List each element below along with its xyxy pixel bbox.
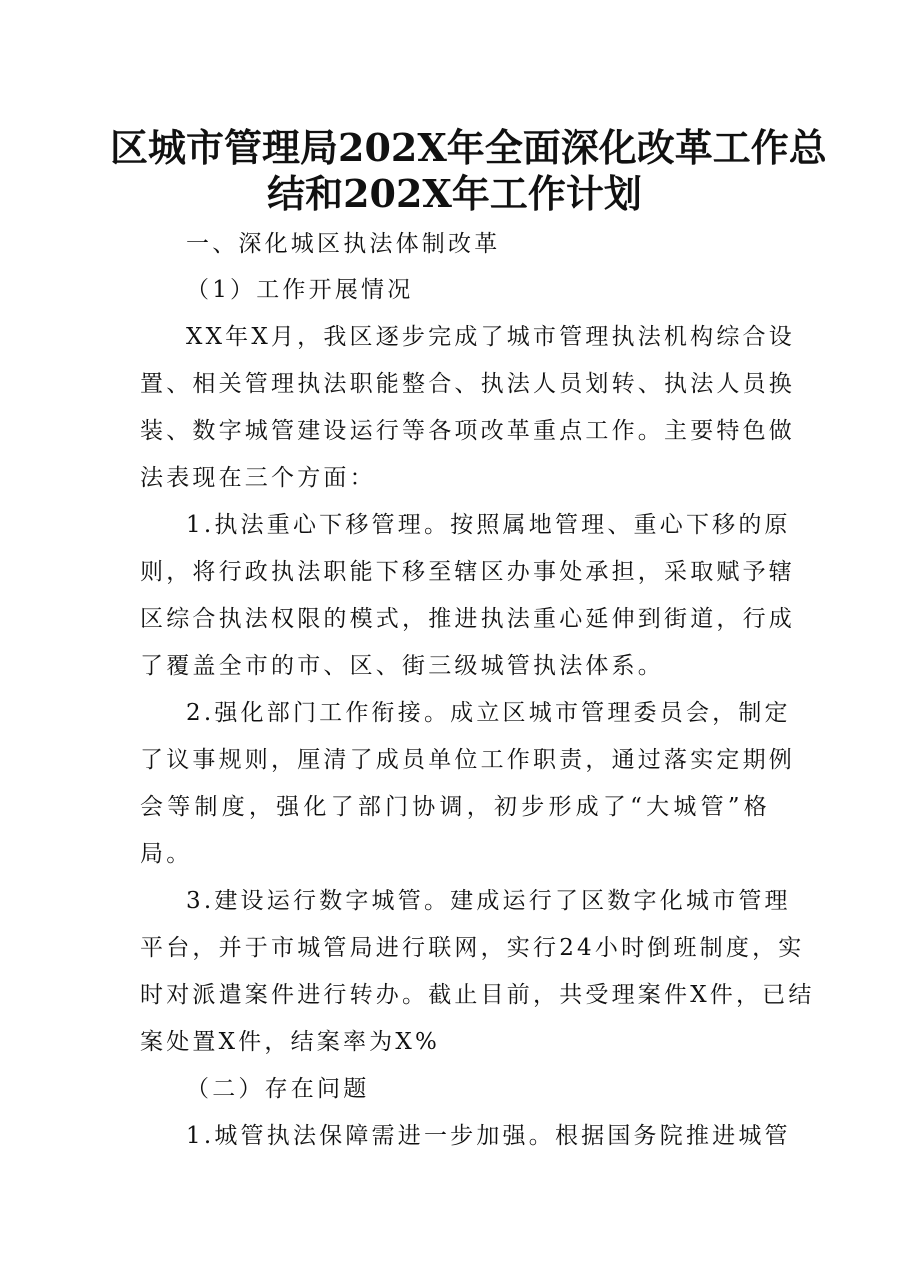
body-line: 平台，并于市城管局进行联网，实行24小时倒班制度，实 (140, 935, 805, 961)
body-line: 局。 (140, 841, 193, 867)
body-line: 了覆盖全市的市、区、街三级城管执法体系。 (140, 653, 664, 679)
subsection-heading: （二）存在问题 (186, 1076, 370, 1102)
body-line: 则，将行政执法职能下移至辖区办事处承担，采取赋予辖 (140, 559, 795, 585)
body-line: 3.建设运行数字城管。建成运行了区数字化城市管理 (186, 888, 791, 914)
body-line: 法表现在三个方面： (140, 465, 376, 491)
body-line: 区综合执法权限的模式，推进执法重心延伸到街道，行成 (140, 606, 795, 632)
subsection-heading: （1）工作开展情况 (186, 277, 414, 303)
body-line: 案处置X件，结案率为X% (140, 1029, 441, 1055)
section-heading: 一、深化城区执法体制改革 (186, 231, 501, 257)
body-line: 2.强化部门工作衔接。成立区城市管理委员会，制定 (186, 700, 791, 726)
body-line: 置、相关管理执法职能整合、执法人员划转、执法人员换 (140, 371, 795, 397)
body-line: XX年X月，我区逐步完成了城市管理执法机构综合设 (186, 324, 795, 350)
document-title-line-2: 结和202X年工作计划 (267, 171, 642, 216)
body-line: 装、数字城管建设运行等各项改革重点工作。主要特色做 (140, 418, 795, 444)
body-line: 时对派遣案件进行转办。截止目前，共受理案件X件，已结 (140, 982, 815, 1008)
body-line: 了议事规则，厘清了成员单位工作职责，通过落实定期例 (140, 747, 795, 773)
body-line: 1.城管执法保障需进一步加强。根据国务院推进城管 (186, 1123, 791, 1149)
body-line: 会等制度，强化了部门协调，初步形成了“大城管”格 (140, 794, 770, 820)
document-title-line-1: 区城市管理局202X年全面深化改革工作总 (110, 125, 827, 170)
body-line: 1.执法重心下移管理。按照属地管理、重心下移的原 (186, 512, 791, 538)
